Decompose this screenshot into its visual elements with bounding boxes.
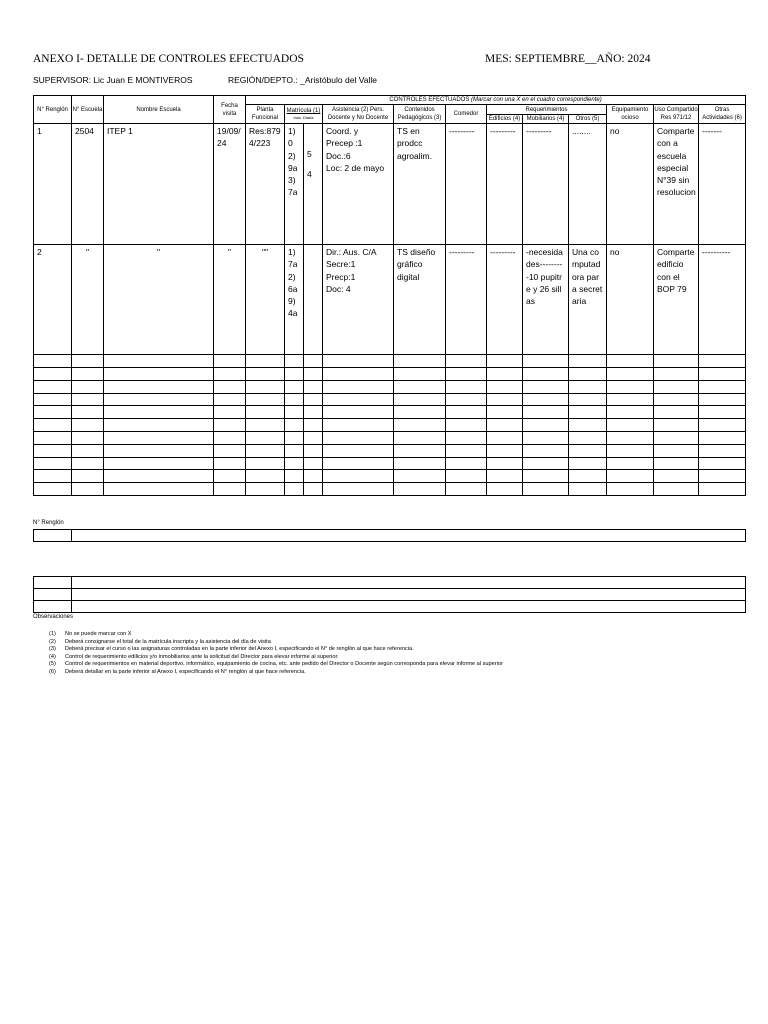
empty-row bbox=[34, 380, 746, 393]
detail-text-cell bbox=[72, 530, 746, 542]
detail-text-cell bbox=[72, 589, 746, 601]
cell-fecha: " bbox=[214, 245, 246, 355]
cell-edificios: --------- bbox=[487, 245, 523, 355]
supervisor-label: SUPERVISOR: Lic Juan E MONTIVEROS bbox=[33, 75, 193, 85]
observaciones-title: Observaciones bbox=[33, 614, 74, 620]
note-number: (5) bbox=[49, 661, 56, 668]
cell-escuela: " bbox=[72, 245, 104, 355]
note-item bbox=[33, 646, 503, 654]
table-row bbox=[34, 245, 746, 355]
asistencia-line: Secre:1 bbox=[326, 259, 356, 270]
empty-row bbox=[34, 406, 746, 419]
note-number: (4) bbox=[49, 653, 56, 660]
cell-matricula-diaria bbox=[304, 124, 323, 245]
renglon-detail-table bbox=[33, 529, 746, 542]
cell-otros: Una computadora para secretaria bbox=[569, 245, 607, 355]
detail-renglon-cell bbox=[34, 577, 72, 589]
matricula-label: Matrícula (1) bbox=[286, 108, 321, 115]
cell-mobiliarios: --------- bbox=[523, 124, 569, 245]
col-matricula bbox=[285, 105, 323, 124]
cell-uso-compartido: Comparte con a escuela especial N°39 sin resolucion bbox=[654, 124, 699, 245]
note-number: (2) bbox=[49, 638, 56, 645]
cell-otras-actividades: ------- bbox=[699, 124, 746, 245]
col-asistencia: Asistencia (2) Pers. Docente y No Docente bbox=[323, 105, 394, 124]
col-planta: Planta Funcional bbox=[246, 105, 285, 124]
document-title: ANEXO I- DETALLE DE CONTROLES EFECTUADOS bbox=[33, 53, 304, 65]
note-item bbox=[33, 654, 503, 662]
col-requerimientos: Requerimientos bbox=[487, 105, 607, 115]
asistencia-line: Dir.: Aus. C/A bbox=[326, 247, 377, 258]
col-contenidos: Contenidos Pedagógicos (3) bbox=[394, 105, 446, 124]
cell-planta: Res:8794/223 bbox=[246, 124, 285, 245]
note-text: Deberá consignarse el total de la matrícula inscripta y la asistencia del día de visita bbox=[65, 638, 271, 645]
cell-renglon: 1 bbox=[34, 124, 72, 245]
empty-row bbox=[34, 355, 746, 368]
cell-equipamiento: no bbox=[607, 124, 654, 245]
note-item bbox=[33, 639, 503, 647]
cell-matricula-diaria bbox=[304, 245, 323, 355]
note-number: (1) bbox=[49, 631, 56, 637]
controles-label: CONTROLES EFECTUADOS bbox=[389, 97, 470, 103]
cell-escuela: 2504 bbox=[72, 124, 104, 245]
empty-row bbox=[34, 483, 746, 496]
col-edificios: Edificios (4) bbox=[487, 115, 523, 124]
asistencia-line: Coord. y bbox=[326, 126, 359, 137]
empty-row bbox=[34, 470, 746, 483]
cell-otros: ........ bbox=[569, 124, 607, 245]
col-comedor: Comedor bbox=[446, 105, 487, 124]
note-number: (3) bbox=[49, 646, 56, 653]
col-fecha-visita: Fecha visita bbox=[214, 96, 246, 124]
controls-table bbox=[33, 95, 746, 496]
cell-comedor: --------- bbox=[446, 124, 487, 245]
asistencia-line: Precep :1 bbox=[326, 138, 363, 149]
notes-list bbox=[33, 631, 503, 677]
note-text: Deberá detallar en la parte inferior al Anexo I, especificando el N° renglón al que hace referencia. bbox=[65, 668, 306, 675]
col-escuela-num: N° Escuela bbox=[72, 96, 104, 124]
empty-row bbox=[34, 431, 746, 444]
col-mobiliarios: Mobiliarios (4) bbox=[523, 115, 569, 124]
note-item bbox=[33, 661, 503, 669]
note-text: Control de requerimiento edilicios y/o inmobiliarios ante la solicitud del Director para elevar informe al superior. bbox=[65, 653, 339, 660]
cell-asistencia bbox=[323, 124, 394, 245]
detail-renglon-cell bbox=[34, 589, 72, 601]
col-otros: Otros (5) bbox=[569, 115, 607, 124]
matricula-diaria-value-2: 4 bbox=[307, 169, 312, 180]
detail-text-cell bbox=[72, 601, 746, 613]
col-nombre-escuela: Nombre Escuela bbox=[104, 96, 214, 124]
asistencia-line: Precp:1 bbox=[326, 271, 356, 282]
cell-comedor: --------- bbox=[446, 245, 487, 355]
cell-nombre: ITEP 1 bbox=[104, 124, 214, 245]
empty-row bbox=[34, 457, 746, 470]
cell-contenidos: TS diseño gráfico digital bbox=[394, 245, 446, 355]
empty-row bbox=[34, 393, 746, 406]
cell-planta: "" bbox=[246, 245, 285, 355]
empty-row bbox=[34, 444, 746, 457]
cell-fecha: 19/09/24 bbox=[214, 124, 246, 245]
activities-detail-table bbox=[33, 576, 746, 613]
cell-contenidos: TS en prodcc agroalim. bbox=[394, 124, 446, 245]
cell-edificios: --------- bbox=[487, 124, 523, 245]
empty-row bbox=[34, 367, 746, 380]
detail-text-cell bbox=[72, 577, 746, 589]
cell-matricula-insc: 1)02)9a3)7a bbox=[285, 124, 304, 245]
region-label: REGIÓN/DEPTO.: _Aristóbulo del Valle bbox=[228, 75, 377, 85]
cell-otras-actividades: ---------- bbox=[699, 245, 746, 355]
period-label: MES: SEPTIEMBRE__AÑO: 2024 bbox=[485, 53, 651, 65]
cell-nombre: " bbox=[104, 245, 214, 355]
cell-equipamiento: no bbox=[607, 245, 654, 355]
cell-matricula-insc: 1)7a2)6a9)4a bbox=[285, 245, 304, 355]
note-item bbox=[33, 631, 503, 639]
renglon-label: N° Renglón bbox=[33, 520, 64, 526]
matricula-sub-label: Insc. Diaria bbox=[293, 115, 314, 121]
asistencia-line: Doc.:6 bbox=[326, 150, 351, 161]
asistencia-line: Doc: 4 bbox=[326, 283, 351, 294]
col-controles-efectuados bbox=[246, 96, 746, 105]
controles-note: (Marcar con una X en el cuadro correspondiente) bbox=[471, 97, 602, 103]
cell-mobiliarios: -necesidades---------10 pupitre y 26 sillas bbox=[523, 245, 569, 355]
empty-row bbox=[34, 419, 746, 432]
note-item bbox=[33, 669, 503, 677]
note-text: Control de requerimientos en material deportivo, informático, equipamiento de cocina, etc. ante pedido del Director o Docente según corresponda para elevar informe al superior bbox=[65, 661, 503, 668]
cell-renglon: 2 bbox=[34, 245, 72, 355]
col-uso-compartido: Uso Compartido Res 971/12 bbox=[654, 105, 699, 124]
detail-renglon-cell bbox=[34, 530, 72, 542]
cell-asistencia bbox=[323, 245, 394, 355]
col-renglon: N° Renglón bbox=[34, 96, 72, 124]
cell-uso-compartido: Comparte edificio con el BOP 79 bbox=[654, 245, 699, 355]
note-text: Deberá precisar el curso o las asignaturas controladas en la parte inferior del Anexo I, especificando el N° de renglón al que hace referencia. bbox=[65, 646, 414, 653]
asistencia-line: Loc: 2 de mayo bbox=[326, 162, 385, 173]
detail-renglon-cell bbox=[34, 601, 72, 613]
col-equipamiento: Equipamiento ocioso bbox=[607, 105, 654, 124]
note-number: (6) bbox=[49, 668, 56, 675]
note-text: No se puede marcar con X bbox=[65, 631, 132, 637]
table-row bbox=[34, 124, 746, 245]
col-otras-actividades: Otras Actividades (6) bbox=[699, 105, 746, 124]
matricula-diaria-value: 5 bbox=[307, 149, 312, 160]
